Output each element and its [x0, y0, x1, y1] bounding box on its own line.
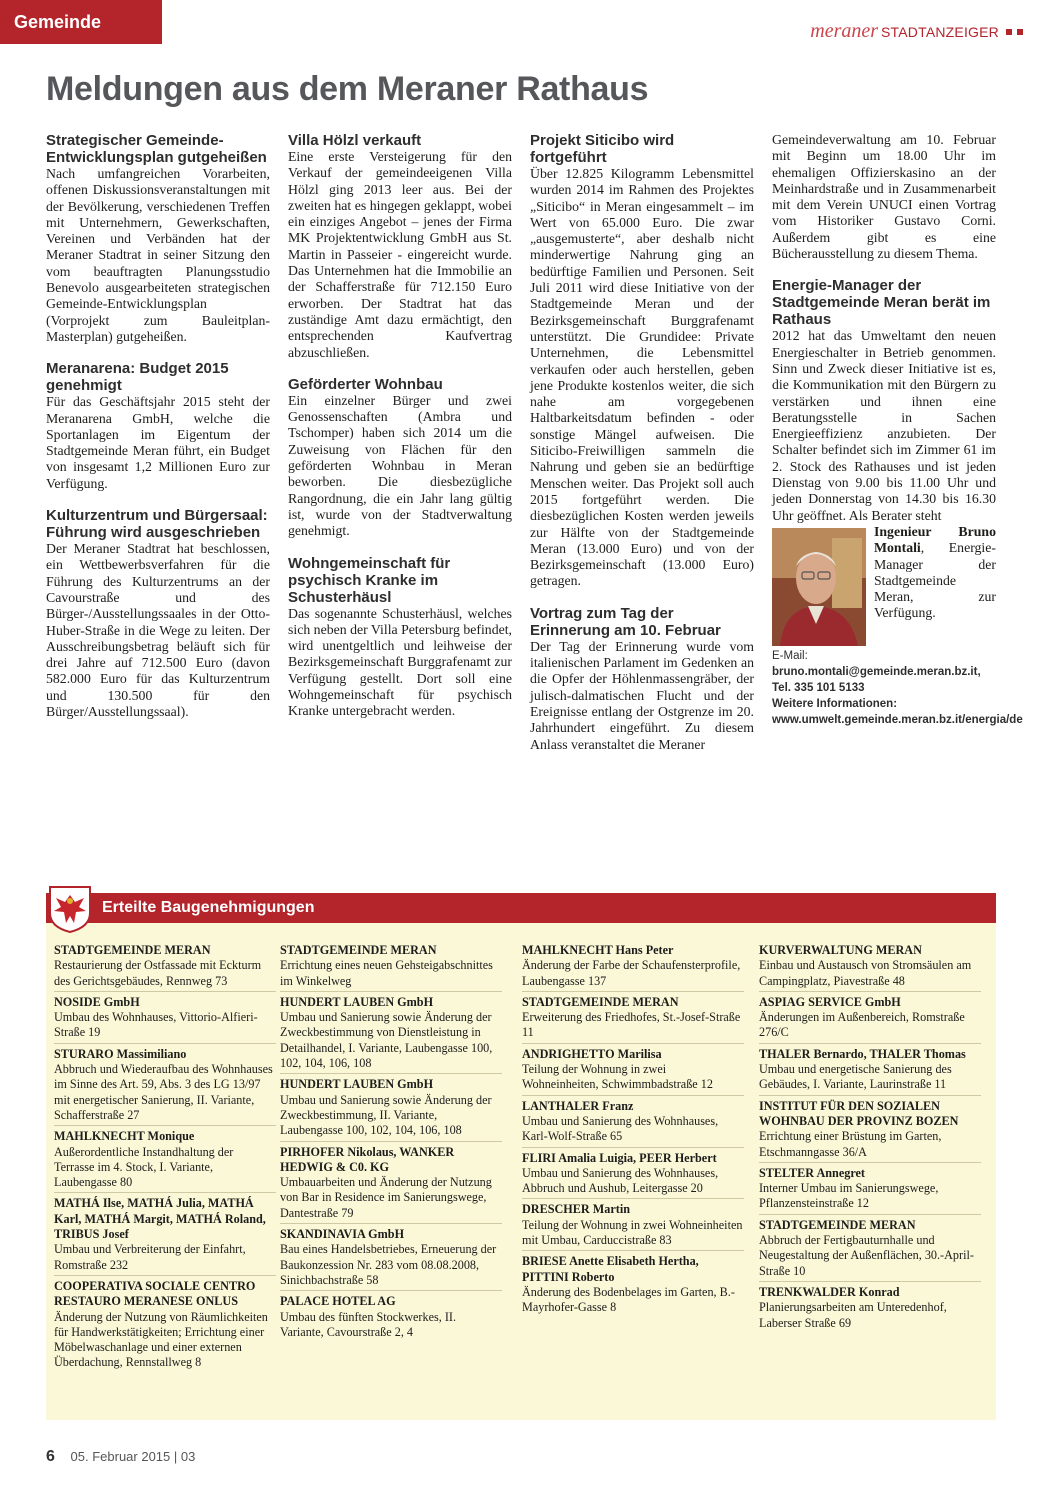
- permit-description: Planierungsarbeiten am Unteredenhof, Laberser Straße 69: [759, 1300, 947, 1330]
- permit-applicant: INSTITUT FÜR DEN SOZIALEN WOHNBAU DER PROVINZ BOZEN: [759, 1098, 959, 1128]
- permit-entry: [54, 943, 276, 992]
- permit-applicant: PIRHOFER Nikolaus, WANKER HEDWIG & C0. KG: [280, 1144, 455, 1174]
- permit-entry: [280, 995, 502, 1074]
- article-body: Über 12.825 Kilogramm Lebensmittel wurden 2014 im Rahmen des Projektes „Siticibo“ in Meran eingesammelt – im Wert von 65.000 Euro. Die zwar „ausgemusterte“, aber deshalb nicht minderwertige Nahrung ging an bedürftige Familien und Personen. Seit Juli 2011 wird diese Initiative von der Stadtgemeinde Meran und der Bezirksgemeinschaft Burggrafenamt unterstützt. Die Grundidee: Private Unternehmen, die Lebensmittel verkaufen oder auch herstellen, geben jene Produkte kostenlos weiter, die sich nahe am vorgegebenen Haltbarkeitsdatum befinden - oder sonstige Mängel aufweisen. Die Siticibo-Freiwilligen sammeln die Nahrung und geben sie an bedürftige Menschen weiter. Das Projekt soll auch 2015 fortgeführt werden. Die diesbezüglichen Kosten werden jeweils zur Hälfte von der Stadtgemeinde Meran (13.000 Euro) und von der Bezirksgemeinschaft (13.000 Euro) getragen.: [530, 166, 754, 589]
- article-body: Der Tag der Erinnerung wurde vom italienischen Parlament im Gedenken an die Opfer der Höhlenmassengräber, der julisch-dalmatischen Flucht und der Ereignisse entlang der Ostgrenze im 20. Jahrhundert eingeführt. Zu diesem Anlass veranstaltet die Meraner: [530, 638, 754, 752]
- permit-applicant: ANDRIGHETTO Marilisa: [522, 1046, 662, 1061]
- permit-description: Umbau des fünften Stockwerkes, II. Variante, Cavourstraße 2, 4: [280, 1309, 456, 1339]
- article-title: Vortrag zum Tag der Erinnerung am 10. Februar: [530, 604, 721, 639]
- portrait-block: [772, 524, 996, 648]
- contact-phone: Tel. 335 101 5133: [772, 681, 865, 694]
- permit-entry: [280, 1294, 502, 1342]
- permit-applicant: DRESCHER Martin: [522, 1202, 630, 1217]
- permit-entry: [280, 943, 502, 992]
- article-body: [772, 328, 996, 524]
- permit-description: Umbau und Sanierung des Wohnhauses, Abbruch und Aushub, Leitergasse 20: [522, 1165, 719, 1196]
- permit-applicant: FLIRI Amalia Luigia, PEER Herbert: [522, 1150, 717, 1165]
- issue-date: 05. Februar 2015 | 03: [70, 1449, 196, 1464]
- article-body-text: , Energie-Manager der Stadtgemeinde Meran, zur Verfügung.: [874, 540, 996, 621]
- permit-applicant: STADTGEMEINDE MERAN: [522, 994, 679, 1009]
- masthead-square-icon: [1006, 29, 1012, 35]
- permit-description: Bau eines Handelsbetriebes, Erneuerung der Baukonzession Nr. 283 vom 08.08.2008, Sinichbachstraße 58: [280, 1242, 497, 1287]
- contact-email-link[interactable]: bruno.montali@gemeinde.meran.bz.it,: [772, 665, 981, 678]
- article-body: Ein einzelner Bürger und zwei Genossenschaften (Ambra und Tschomper) haben sich 2014 um die Zuweisung von Flächen für den geförderten Wohnbau in Meran beworben. Die diesbezügliche Rangordnung, die ein Jahr lang gültig ist, wurde von der Stadtverwaltung genehmigt.: [288, 392, 512, 539]
- permit-applicant: STURARO Massimiliano: [54, 1046, 187, 1061]
- masthead-logo: [810, 20, 1023, 43]
- permit-description: Umbau des Wohnhauses, Vittorio-Alfieri-Straße 19: [54, 1010, 258, 1040]
- permit-entry: [54, 1196, 276, 1275]
- advisor-name: Ingenieur Bruno Montali: [874, 523, 996, 556]
- permit-description: Errichtung einer Brüstung im Garten, Etschmanngasse 36/A: [759, 1129, 942, 1159]
- article-column-4: [772, 132, 1023, 728]
- permit-entry: [759, 1099, 981, 1163]
- article-title: Villa Hölzl verkauft: [288, 132, 422, 149]
- permit-applicant: SKANDINAVIA GmbH: [280, 1227, 405, 1242]
- permits-column-3: [522, 943, 744, 1321]
- section-tab: Gemeinde: [0, 0, 162, 44]
- permit-applicant: COOPERATIVA SOCIALE CENTRO RESTAURO MERANESE ONLUS: [54, 1278, 256, 1309]
- permit-description: Teilung der Wohnung in zwei Wohneinheiten mit Umbau, Carduccistraße 83: [522, 1217, 743, 1248]
- permit-applicant: TRENKWALDER Konrad: [759, 1284, 900, 1299]
- permit-entry: [759, 1166, 981, 1215]
- permit-entry: [54, 1129, 276, 1193]
- permit-applicant: NOSIDE GmbH: [54, 994, 140, 1009]
- article-column-1: [46, 132, 270, 720]
- permit-applicant: HUNDERT LAUBEN GmbH: [280, 1077, 434, 1092]
- page-number: 6: [46, 1448, 55, 1465]
- article-body: Der Meraner Stadtrat hat beschlossen, ein Wettbewerbsverfahren für die Führung des Kulturzentrums an der Cavourstraße und des Bürger-/Ausstellungssaales in der Otto-Huber-Straße in die Wege zu leiten. Der Ausschreibungsbetrag beläuft sich für drei Jahre auf 712.500 Euro (davon 582.000 Euro für das Kulturzentrum und 130.500 für den Bürger/Ausstellungssaal).: [46, 541, 270, 720]
- permit-entry: [759, 1285, 981, 1333]
- eagle-crest-icon: [48, 885, 92, 933]
- contact-more-label: Weitere Informationen:: [772, 697, 898, 710]
- permit-entry: [759, 943, 981, 992]
- permit-entry: [759, 1218, 981, 1282]
- permit-entry: [54, 1047, 276, 1126]
- permit-description: Änderung des Bodenbelages im Garten, B.-Mayrhofer-Gasse 8: [522, 1284, 735, 1315]
- contact-url-link[interactable]: www.umwelt.gemeinde.meran.bz.it/energia/de: [772, 713, 1023, 726]
- permit-description: Einbau und Austausch von Stromsäulen am Campingplatz, Piavestraße 48: [759, 958, 972, 988]
- portrait-photo: [772, 528, 866, 646]
- permit-description: Änderung der Nutzung von Räumlichkeiten für Handwerkstätigkeiten; Errichtung einer Möbelwaschanlage und einer externen Überdachung, Rennstallweg 8: [54, 1309, 268, 1370]
- permit-entry: [522, 943, 744, 992]
- permit-description: Umbau und energetische Sanierung des Gebäudes, I. Variante, Laurinstraße 11: [759, 1062, 952, 1092]
- permit-applicant: MAHLKNECHT Hans Peter: [522, 943, 674, 957]
- permit-applicant: BRIESE Anette Elisabeth Hertha, PITTINI Roberto: [522, 1254, 699, 1284]
- permit-description: Außerordentliche Instandhaltung der Terrasse im 4. Stock, I. Variante, Laubengasse 80: [54, 1144, 234, 1190]
- permit-entry: [522, 1202, 744, 1251]
- contact-email-label: E-Mail:: [772, 649, 808, 662]
- permits-column-1: [54, 943, 276, 1376]
- permit-applicant: ASPIAG SERVICE GmbH: [759, 994, 901, 1009]
- permit-applicant: STADTGEMEINDE MERAN: [54, 943, 211, 957]
- permit-description: Abbruch der Fertigbauturnhalle und Neugestaltung der Außenflächen, 30.-April-Straße 10: [759, 1233, 974, 1278]
- article-body-text: 2012 hat das Umweltamt den neuen Energieschalter in Betrieb genommen. Sinn und Zweck dieser Initiative ist es, die Kommunikation mit den Bürgern zu verstärken und ihnen eine Beratungsstelle in Sachen Energieeffizienz anzubieten. Der Schalter befindet sich im Zimmer 61 im 2. Stock des Rathauses und ist jeden Dienstag von 9.00 bis 11.00 Uhr und jeden Donnerstag von 14.30 bis 16.30 Uhr geöffnet. Als Berater steht: [772, 328, 996, 523]
- permit-entry: [522, 1099, 744, 1148]
- permits-header: [46, 893, 996, 923]
- permit-description: Änderungen im Außenbereich, Romstraße 276/C: [759, 1010, 965, 1040]
- permit-description: Abbruch und Wiederaufbau des Wohnhauses im Sinne des Art. 59, Abs. 3 des LG 13/97 mit energetischer Sanierung, II. Variante, Schafferstraße 27: [54, 1062, 273, 1122]
- masthead-italic: meraner: [810, 20, 879, 42]
- permit-entry: [522, 1047, 744, 1096]
- masthead-square-icon: [1017, 29, 1023, 35]
- permit-entry: [759, 995, 981, 1044]
- article-body: Nach umfangreichen Vorarbeiten, offenen Diskussionsveranstaltungen mit der Bevölkerung, verschiedenen Treffen mit Unternehmern, Gewerkschaften, Vereinen und Verbänden hat der Meraner Stadtrat in seiner Sitzung den vom beauftragten Planungsstudio Benevolo ausgearbeiteten strategischen Gemeinde-Entwicklungsplan (Vorprojekt zum Bauleitplan-Masterplan) gutgeheißen.: [46, 166, 270, 344]
- article-title: Energie-Manager der Stadtgemeinde Meran berät im Rathaus: [772, 277, 991, 329]
- permit-description: Umbau und Verbreiterung der Einfahrt, Romstraße 232: [54, 1242, 246, 1272]
- article-body: Eine erste Versteigerung für den Verkauf der gemeindeeigenen Villa Hölzl ging 2013 leer aus. Bei der zweiten hat es hingegen geklappt, wobei ein einziges Angebot – jenes der Firma MK Projektentwicklung GmbH aus St. Martin in Passeier - eingereicht wurde. Das Unternehmen hat die Immobilie an der Schafferstraße für 712.150 Euro erworben. Der Stadtrat hat das zuständige Amt dazu ermächtigt, den entsprechenden Kaufvertrag abzuschließen.: [288, 149, 512, 360]
- page-headline: Meldungen aus dem Meraner Rathaus: [46, 70, 649, 108]
- permit-description: Umbau und Sanierung des Wohnhauses, Karl-Wolf-Straße 65: [522, 1113, 719, 1144]
- permit-applicant: PALACE HOTEL AG: [280, 1294, 396, 1309]
- article-body: Für das Geschäftsjahr 2015 steht der Meranarena GmbH, welche die Sportanlagen im Eigentum der Stadtgemeinde Meran führt, ein Budget von insgesamt 1,2 Millionen Euro zur Verfügung.: [46, 394, 270, 491]
- permit-entry: [522, 995, 744, 1044]
- permit-applicant: THALER Bernardo, THALER Thomas: [759, 1046, 966, 1061]
- article-body: Gemeindeverwaltung am 10. Februar mit Beginn um 18.00 Uhr im ehemaligen Offizierskasino an der Meinhardstraße und in Zusammenarbeit mit dem Verein UNUCI einen Vortrag vom Historiker Gustavo Corni. Außerdem gibt es eine Bücherausstellung zu diesem Thema.: [772, 132, 996, 262]
- permit-description: Interner Umbau im Sanierungswege, Pflanzensteinstraße 12: [759, 1181, 939, 1211]
- permit-description: Erweiterung des Friedhofes, St.-Josef-Straße 11: [522, 1010, 741, 1040]
- permit-description: Änderung der Farbe der Schaufensterprofile, Laubengasse 137: [522, 958, 741, 988]
- article-body: Das sogenannte Schusterhäusl, welches sich neben der Villa Petersburg befindet, wird unentgeltlich und leihweise der Bezirksgemeinschaft Burggrafenamt zur Verfügung gestellt. Dort soll eine Wohngemeinschaft für psychisch Kranke untergebracht werden.: [288, 605, 512, 719]
- permit-entry: [54, 1279, 276, 1373]
- article-title: Projekt Siticibo wird fortgeführt: [530, 132, 675, 166]
- permits-title: Erteilte Baugenehmigungen: [102, 899, 315, 916]
- permit-entry: [522, 1254, 744, 1317]
- permits-column-2: [280, 943, 502, 1345]
- permit-applicant: HUNDERT LAUBEN GmbH: [280, 994, 434, 1009]
- article-title: Meranarena: Budget 2015 genehmigt: [46, 360, 229, 395]
- permit-applicant: LANTHALER Franz: [522, 1098, 634, 1113]
- article-title: Geförderter Wohnbau: [288, 375, 443, 393]
- permits-box: [46, 893, 996, 1420]
- masthead-caps: STADTANZEIGER: [881, 23, 999, 40]
- page-footer: [46, 1448, 195, 1466]
- permit-entry: [280, 1077, 502, 1141]
- permit-applicant: KURVERWALTUNG MERAN: [759, 943, 922, 957]
- article-title: Wohngemeinschaft für psychisch Kranke im Schusterhäusl: [288, 554, 451, 606]
- permit-description: Umbau und Sanierung sowie Änderung der Zweckbestimmung von Dienstleistung in Detailhandel, I. Variante, Laubengasse 100, 102, 104, 106, 108: [280, 1010, 493, 1071]
- permit-applicant: MATHÁ Ilse, MATHÁ Julia, MATHÁ Karl, MATHÁ Margit, MATHÁ Roland, TRIBUS Josef: [54, 1196, 266, 1242]
- contact-block: [772, 648, 1023, 728]
- permit-entry: [280, 1227, 502, 1291]
- permit-description: Errichtung eines neuen Gehsteigabschnittes im Winkelweg: [280, 958, 493, 988]
- article-title: Strategischer Gemeinde-Entwicklungsplan gutgeheißen: [46, 132, 267, 166]
- permit-description: Umbau und Sanierung sowie Änderung der Zweckbestimmung, II. Variante, Laubengasse 100, 102, 104, 106, 108: [280, 1092, 492, 1138]
- permit-description: Umbauarbeiten und Änderung der Nutzung von Bar in Residence im Sanierungswege, Dantestraße 79: [280, 1175, 492, 1220]
- permit-applicant: STADTGEMEINDE MERAN: [759, 1217, 916, 1232]
- article-column-3: [530, 132, 754, 753]
- permit-applicant: STADTGEMEINDE MERAN: [280, 943, 437, 957]
- permit-entry: [280, 1145, 502, 1224]
- permits-column-4: [759, 943, 981, 1336]
- article-column-2: [288, 132, 512, 720]
- permit-description: Restaurierung der Ostfassade mit Eckturm des Gerichtsgebäudes, Rennweg 73: [54, 958, 262, 988]
- permit-entry: [54, 995, 276, 1044]
- permit-description: Teilung der Wohnung in zwei Wohneinheiten, Schwimmbadstraße 12: [522, 1062, 713, 1092]
- permit-entry: [759, 1047, 981, 1096]
- permit-applicant: STELTER Annegret: [759, 1165, 865, 1180]
- permit-applicant: MAHLKNECHT Monique: [54, 1129, 195, 1144]
- permit-entry: [522, 1151, 744, 1200]
- article-title: Kulturzentrum und Bürgersaal: Führung wird ausgeschrieben: [46, 507, 268, 542]
